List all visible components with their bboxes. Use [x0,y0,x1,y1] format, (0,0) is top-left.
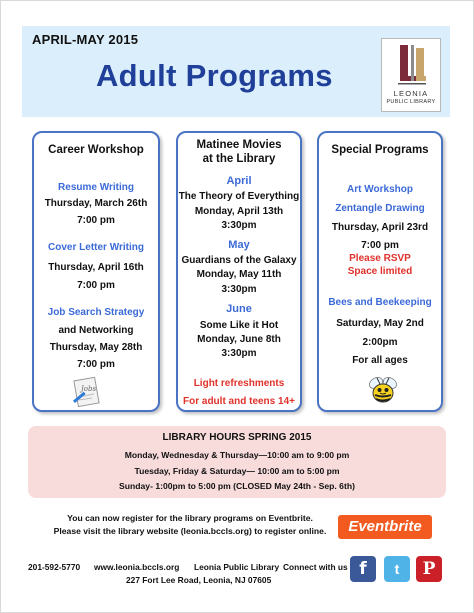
bee-icon [365,371,401,407]
bees-date: Saturday, May 2nd [336,318,424,329]
eventbrite-logo[interactable]: Eventbrite [338,515,432,539]
cover-title: Cover Letter Writing [48,242,144,253]
facebook-icon[interactable]: f [350,556,376,582]
cover-time: 7:00 pm [77,280,115,291]
career-workshop-panel [32,131,160,412]
job-title: Job Search Strategy [47,307,145,318]
library-hours-band [28,426,446,498]
june-date: Monday, June 8th [197,334,281,345]
space-note: Space limited [347,266,413,277]
art-title: Art Workshop [347,184,413,195]
refreshments-line-1: Light refreshments [193,378,285,389]
resume-title: Resume Writing [58,182,134,193]
register-line-2: Please visit the library website (leonia.bccls.org) to register online. [53,526,327,536]
logo-mark-icon [397,42,427,87]
matinee-movies-panel [176,131,302,412]
art-time: 7:00 pm [361,240,399,251]
cover-date: Thursday, April 16th [48,262,144,273]
hours-line-2: Tuesday, Friday & Saturday— 10:00 am to 5:00 pm [134,466,340,476]
footer-library-name: Leonia Public Library [194,562,280,572]
rsvp-note: Please RSVP [349,253,411,264]
refreshments-line-2: For adult and teens 14+ [183,396,295,407]
footer-phone: 201-592-5770 [28,562,81,572]
career-heading: Career Workshop [48,144,144,156]
logo-name: LEONIA [393,89,429,98]
may-date: Monday, May 11th [196,269,282,280]
movies-heading-line-2: at the Library [202,153,276,165]
twitter-icon[interactable]: t [384,556,410,582]
pinterest-icon[interactable]: P [416,556,442,582]
special-programs-panel [317,131,443,412]
hours-line-1: Monday, Wednesday & Thursday—10:00 am to 9:00 pm [124,450,350,460]
date-range: APRIL-MAY 2015 [32,32,139,47]
header-banner [22,26,450,117]
june-time: 3:30pm [221,348,257,359]
register-line-1: You can now register for the library programs on Eventbrite. [67,513,313,523]
footer-connect: Connect with us [283,562,348,572]
resume-date: Thursday, March 26th [44,198,148,209]
art-subtitle: Zentangle Drawing [335,203,425,214]
bees-title: Bees and Beekeeping [328,297,432,308]
special-heading: Special Programs [331,144,429,156]
may-label: May [228,239,250,251]
page-title: Adult Programs [96,58,333,93]
job-date: Thursday, May 28th [49,342,143,353]
resume-time: 7:00 pm [77,215,115,226]
footer-address: 227 Fort Lee Road, Leonia, NJ 07605 [126,575,272,585]
hours-line-3: Sunday- 1:00pm to 5:00 pm (CLOSED May 24th - Sep. 6th) [119,481,355,491]
jobs-label: Jobs [81,385,97,393]
footer-website[interactable]: www.leonia.bccls.org [94,562,180,572]
bees-time: 2:00pm [362,337,398,348]
april-time: 3:30pm [221,220,257,231]
movies-heading-line-1: Matinee Movies [196,139,282,151]
job-subtitle: and Networking [58,325,134,336]
bees-ages: For all ages [352,355,408,366]
library-logo [381,38,441,112]
april-label: April [226,175,252,187]
jobs-clipboard-icon [70,376,102,408]
may-film: Guardians of the Galaxy [181,255,297,266]
may-time: 3:30pm [221,284,257,295]
june-film: Some Like it Hot [199,320,279,331]
april-date: Monday, April 13th [194,206,284,217]
logo-subtitle: PUBLIC LIBRARY [386,99,436,105]
june-label: June [226,303,252,315]
april-film: The Theory of Everything [178,191,300,202]
job-time: 7:00 pm [77,359,115,370]
art-date: Thursday, April 23rd [331,222,429,233]
hours-title: LIBRARY HOURS SPRING 2015 [162,432,312,443]
